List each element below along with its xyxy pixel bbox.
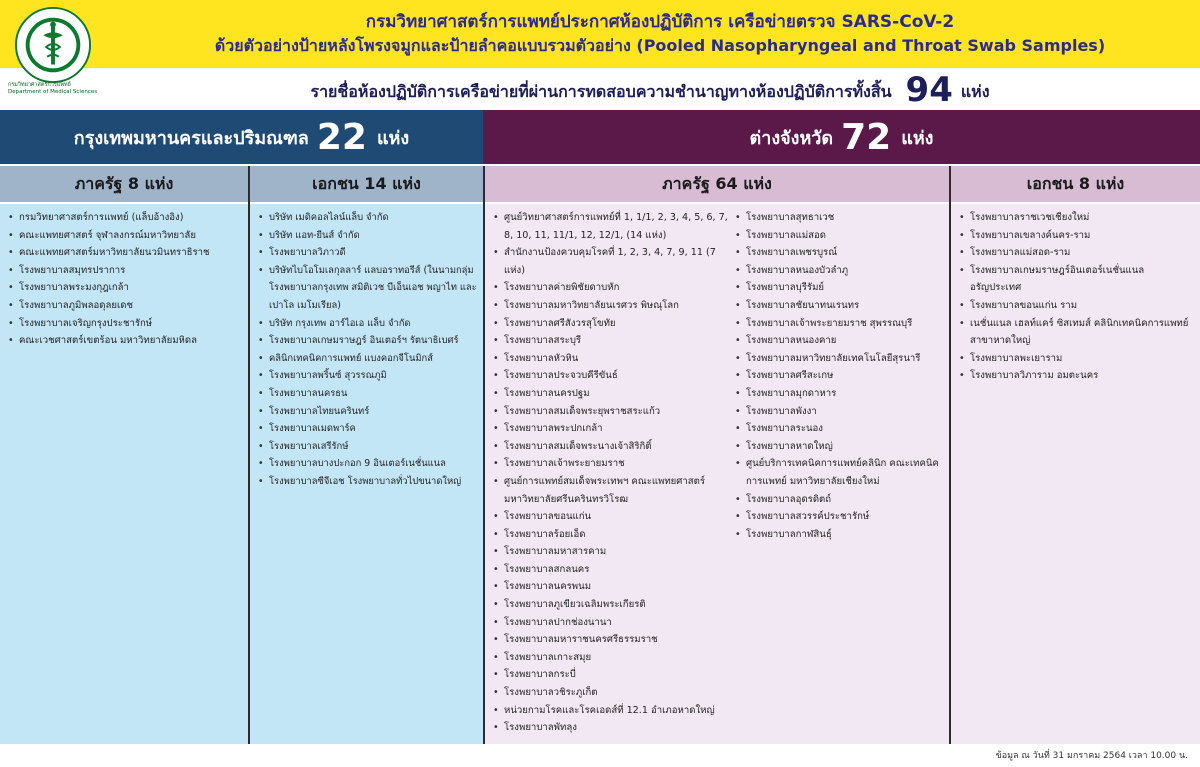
column-bkk-public [0, 204, 248, 744]
logo-caption-th: กรมวิทยาศาสตร์การแพทย์ [8, 82, 71, 88]
list-item: • โรงพยาบาลราชเวชเชียงใหม่ [959, 209, 1196, 227]
list-item: • โรงพยาบาลเจ้าพระยายมราช [493, 455, 731, 473]
list-item: • โรงพยาบาลสมเด็จพระยุพราชสระแก้ว [493, 403, 731, 421]
data-timestamp-note: ข้อมูล ณ วันที่ 31 มกราคม 2564 เวลา 10.00 น. [995, 751, 1188, 761]
list-item: • โรงพยาบาลสุทธาเวช [735, 209, 947, 227]
subtitle-text: รายชื่อห้องปฏิบัติการเครือข่ายที่ผ่านการทดสอบความชำนาญทางห้องปฏิบัติการทั้งสิ้น [310, 82, 892, 101]
list-item: • โรงพยาบาลขอนแก่น [493, 508, 731, 526]
region-provinces-label: ต่างจังหวัด [749, 127, 834, 149]
list-item: • โรงพยาบาลหัวหิน [493, 350, 731, 368]
list-item: • โรงพยาบาลกาฬสินธุ์ [735, 526, 947, 544]
list-item: • โรงพยาบาลค่ายพิชัยดาบหัก [493, 279, 731, 297]
column-divider [483, 166, 485, 744]
list-item: • โรงพยาบาลมหาวิทยาลัยเทคโนโลยีสุรนารี [735, 350, 947, 368]
list-item: • โรงพยาบาลศรีสังวรสุโขทัย [493, 315, 731, 333]
column-bkk-private [250, 204, 483, 744]
list-item: • โรงพยาบาลพัทลุง [493, 719, 731, 737]
region-provinces-unit: แห่ง [901, 127, 934, 149]
list-item: • โรงพยาบาลวิภาวดี [258, 244, 479, 262]
column-prov-public [485, 204, 949, 744]
column-divider [949, 166, 951, 744]
list-item: • โรงพยาบาลเสรีรักษ์ [258, 438, 479, 456]
list-item: • โรงพยาบาลวชิระภูเก็ต [493, 684, 731, 702]
list-item: • โรงพยาบาลพังงา [735, 403, 947, 421]
list-item: • โรงพยาบาลสวรรค์ประชารักษ์ [735, 508, 947, 526]
list-item: • คลินิกเทคนิคการแพทย์ แบงคอกจีโนมิกส์ [258, 350, 479, 368]
region-provinces-count: 72 [841, 116, 892, 158]
list-item: • โรงพยาบาลเกาะสมุย [493, 649, 731, 667]
list-item: • โรงพยาบาลกระบี่ [493, 666, 731, 684]
list-item: • ศูนย์วิทยาศาสตร์การแพทย์ที่ 1, 1/1, 2, 3, 4, 5, 6, 7, 8, 10, 11, 11/1, 12, 12/1, (14 แห่ง) [493, 209, 731, 244]
list-item: • โรงพยาบาลประจวบคีรีขันธ์ [493, 367, 731, 385]
list-item: • โรงพยาบาลภูมิพลอดุลยเดช [8, 297, 244, 315]
list-item: • โรงพยาบาลบุรีรัมย์ [735, 279, 947, 297]
list-item: • โรงพยาบาลนครพนม [493, 578, 731, 596]
region-bangkok-count: 22 [316, 116, 367, 158]
list-item: • โรงพยาบาลหาดใหญ่ [735, 438, 947, 456]
region-bar-provinces [483, 110, 1200, 164]
list-item: • โรงพยาบาลภูเขียวเฉลิมพระเกียรติ [493, 596, 731, 614]
region-bangkok-label: กรุงเทพมหานครและปริมณฑล [73, 127, 309, 149]
list-item: • โรงพยาบาลวิภาราม อมตะนคร [959, 367, 1196, 385]
column-header-bkk-public: ภาครัฐ 8 แห่ง [0, 166, 248, 202]
list-item: • โรงพยาบาลเมดพาร์ค [258, 420, 479, 438]
list-item: • กรมวิทยาศาสตร์การแพทย์ (แล็บอ้างอิง) [8, 209, 244, 227]
list-item: • โรงพยาบาลหนองคาย [735, 332, 947, 350]
list-item: • โรงพยาบาลสมเด็จพระนางเจ้าสิริกิติ์ [493, 438, 731, 456]
column-header-prov-private: เอกชน 8 แห่ง [951, 166, 1200, 202]
list-item: • โรงพยาบาลหนองบัวลำภู [735, 262, 947, 280]
list-item: • โรงพยาบาลมหาสารคาม [493, 543, 731, 561]
page-title-line-2: ด้วยตัวอย่างป้ายหลังโพรงจมูกและป้ายลำคอแบบรวมตัวอย่าง (Pooled Nasopharyngeal and Throat Swab Samples) [214, 36, 1106, 55]
list-item: • บริษัท กรุงเทพ อาร์ไอเอ แล็บ จำกัด [258, 315, 479, 333]
list-item: • โรงพยาบาลแม่สอด [735, 227, 947, 245]
list-item: • โรงพยาบาลระนอง [735, 420, 947, 438]
list-item: • โรงพยาบาลขอนแก่น ราม [959, 297, 1196, 315]
list-item: • โรงพยาบาลเกษมราษฎร์อินเตอร์เนชั่นแนล อรัญประเทศ [959, 262, 1196, 297]
list-item: • คณะแพทยศาสตร์ จุฬาลงกรณ์มหาวิทยาลัย [8, 227, 244, 245]
list-item: • โรงพยาบาลมหาวิทยาลัยนเรศวร พิษณุโลก [493, 297, 731, 315]
page-subtitle [150, 72, 1150, 108]
list-item: • โรงพยาบาลซีจีเอช โรงพยาบาลทั่วไปขนาดใหญ่ [258, 473, 479, 491]
logo-caption-en: Department of Medical Sciences [8, 89, 98, 95]
region-bangkok-unit: แห่ง [376, 127, 410, 149]
list-item: • โรงพยาบาลชัยนาทนเรนทร [735, 297, 947, 315]
list-item: • คณะเวชศาสตร์เขตร้อน มหาวิทยาลัยมหิดล [8, 332, 244, 350]
list-item: • โรงพยาบาลเจ้าพระยายมราช สุพรรณบุรี [735, 315, 947, 333]
list-item: • โรงพยาบาลอุดรดิตถ์ [735, 491, 947, 509]
list-item: • คณะแพทยศาสตร์มหาวิทยาลัยนวมินทราธิราช [8, 244, 244, 262]
column-prov-private [951, 204, 1200, 744]
list-item: • โรงพยาบาลเกษมราษฎร์ อินเตอร์ฯ รัตนาธิเบศร์ [258, 332, 479, 350]
logo-caption [8, 82, 112, 96]
list-item: • โรงพยาบาลพระมงกุฎเกล้า [8, 279, 244, 297]
page-title-line-1: กรมวิทยาศาสตร์การแพทย์ประกาศห้องปฏิบัติการ เครือข่ายตรวจ SARS-CoV-2 [365, 12, 955, 32]
list-item: • บริษัท เมดิคอลไลน์แล็บ จำกัด [258, 209, 479, 227]
list-item: • โรงพยาบาลเพชรบูรณ์ [735, 244, 947, 262]
list-item: • เนชั่นแนล เฮลท์แคร์ ซิสเทมส์ คลินิกเทคนิคการแพทย์ สาขาหาดใหญ่ [959, 315, 1196, 350]
list-item: • โรงพยาบาลปากช่องนานา [493, 614, 731, 632]
list-item: • โรงพยาบาลพะเยาราม [959, 350, 1196, 368]
list-item: • โรงพยาบาลศรีสะเกษ [735, 367, 947, 385]
list-item: • โรงพยาบาลเจริญกรุงประชารักษ์ [8, 315, 244, 333]
list-item: • โรงพยาบาลพริ้นซ์ สุวรรณภูมิ [258, 367, 479, 385]
list-item: • หน่วยกามโรคและโรคเอดส์ที่ 12.1 อำเภอหาดใหญ่ [493, 702, 731, 720]
list-item: • โรงพยาบาลสระบุรี [493, 332, 731, 350]
list-item: • โรงพยาบาลสกลนคร [493, 561, 731, 579]
list-item: • โรงพยาบาลเขลางค์นคร-ราม [959, 227, 1196, 245]
list-prov-private [959, 209, 1196, 385]
list-item: • โรงพยาบาลไทยนครินทร์ [258, 403, 479, 421]
total-unit: แห่ง [960, 82, 990, 101]
ministry-of-public-health-seal-icon [14, 6, 92, 84]
list-item: • โรงพยาบาลพระปกเกล้า [493, 420, 731, 438]
list-item: • โรงพยาบาลนครธน [258, 385, 479, 403]
total-count: 94 [905, 70, 953, 110]
list-item: • สำนักงานป้องควบคุมโรคที่ 1, 2, 3, 4, 7, 9, 11 (7 แห่ง) [493, 244, 731, 279]
column-divider [248, 166, 250, 744]
list-prov-public-right [735, 209, 947, 543]
list-item: • โรงพยาบาลบางปะกอก 9 อินเตอร์เนชั่นแนล [258, 455, 479, 473]
list-item: • โรงพยาบาลมหาราชนครศรีธรรมราช [493, 631, 731, 649]
list-prov-public-left [493, 209, 731, 737]
list-item: • บริษัท แอท-ยีนส์ จำกัด [258, 227, 479, 245]
column-header-bkk-private: เอกชน 14 แห่ง [250, 166, 483, 202]
region-bar-bangkok [0, 110, 483, 164]
list-bkk-public [8, 209, 244, 350]
list-item: • โรงพยาบาลนครปฐม [493, 385, 731, 403]
list-item: • ศูนย์การแพทย์สมเด็จพระเทพฯ คณะแพทยศาสตร์ มหาวิทยาลัยศรีนครินทรวิโรฒ [493, 473, 731, 508]
list-item: • โรงพยาบาลมุกดาหาร [735, 385, 947, 403]
list-item: • โรงพยาบาลแม่สอด-ราม [959, 244, 1196, 262]
list-item: • โรงพยาบาลร้อยเอ็ด [493, 526, 731, 544]
list-item: • โรงพยาบาลสมุทรปราการ [8, 262, 244, 280]
list-bkk-private [258, 209, 479, 491]
list-item: • บริษัทไบโอโมเลกุลลาร์ แลบอราทอรีส์ (ในนามกลุ่มโรงพยาบาลกรุงเทพ สมิติเวช บีเอ็นเอช พญาไท และเปาโล เมโมเรียล) [258, 262, 479, 315]
column-header-prov-public: ภาครัฐ 64 แห่ง [485, 166, 949, 202]
list-item: • ศูนย์บริการเทคนิคการแพทย์คลินิก คณะเทคนิคการแพทย์ มหาวิทยาลัยเชียงใหม่ [735, 455, 947, 490]
